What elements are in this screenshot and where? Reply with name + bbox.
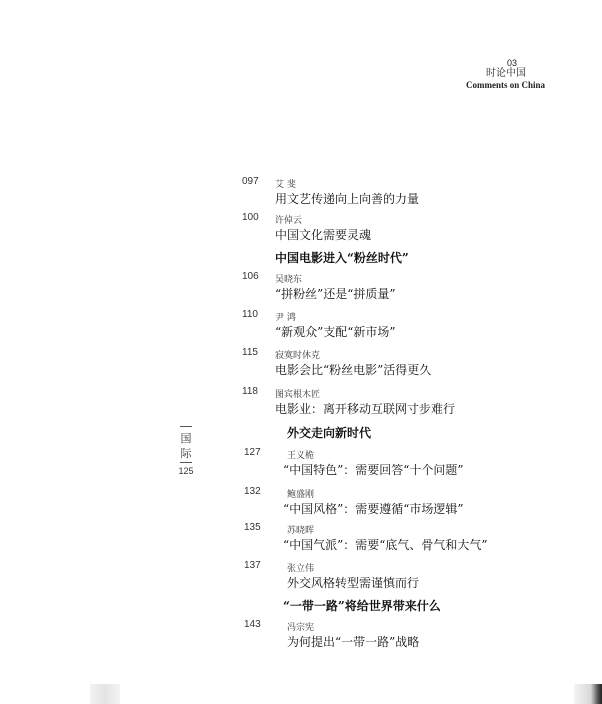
section-side-tab — [176, 426, 196, 486]
scan-shadow-right — [574, 684, 602, 704]
toc-author: 吴晓东 — [275, 275, 303, 285]
scan-shadow-left — [90, 684, 120, 704]
header-page-number: 03 — [506, 58, 517, 68]
toc-page-number: 115 — [242, 347, 258, 358]
side-tab-char-2: 际 — [180, 447, 192, 460]
toc-title[interactable]: 电影业：离开移动互联网寸步难行 — [275, 402, 456, 416]
toc-author: 冯宗宪 — [287, 623, 315, 633]
toc-author: 王义桅 — [287, 451, 315, 461]
header-column-title-en: Comments on China — [465, 80, 545, 90]
toc-section-heading[interactable]: “一带一路”将给世界带来什么 — [283, 599, 441, 613]
toc-page-number: 137 — [244, 560, 261, 571]
toc-title[interactable]: 为何提出“一带一路”战略 — [287, 635, 420, 649]
toc-section-heading[interactable]: 外交走向新时代 — [287, 426, 372, 440]
toc-page-number: 118 — [242, 386, 258, 397]
side-tab-bottom-rule — [180, 462, 192, 463]
toc-title[interactable]: “新观众”支配“新市场” — [275, 325, 396, 339]
toc-page-number: 097 — [242, 176, 259, 187]
side-tab-page-number: 125 — [178, 466, 194, 476]
toc-title[interactable]: “中国气派”：需要“底气、骨气和大气” — [283, 538, 488, 552]
toc-title[interactable]: 外交风格转型需谨慎而行 — [287, 576, 420, 590]
toc-author: 图宾根木匠 — [275, 390, 321, 400]
toc-author: 寂寞时休克 — [275, 351, 321, 361]
toc-page-number: 135 — [244, 522, 261, 533]
toc-page-number: 100 — [242, 212, 259, 223]
toc-author: 尹 鸿 — [275, 313, 296, 323]
toc-author: 许倬云 — [275, 216, 303, 226]
toc-page-number: 106 — [242, 271, 259, 282]
header-column-title-cn: 时论中国 — [486, 68, 526, 79]
toc-title[interactable]: 用文艺传递向上向善的力量 — [275, 192, 420, 206]
toc-title[interactable]: 电影会比“粉丝电影”活得更久 — [275, 363, 432, 377]
side-tab-char-1: 国 — [180, 432, 192, 445]
toc-author: 艾 斐 — [275, 180, 296, 190]
toc-title[interactable]: “中国特色”：需要回答“十个问题” — [283, 463, 464, 477]
toc-page-number: 127 — [244, 447, 261, 458]
toc-page-number: 143 — [244, 619, 261, 630]
toc-author: 鲍盛刚 — [287, 490, 315, 500]
toc-page-number: 132 — [244, 486, 261, 497]
toc-title[interactable]: 中国文化需要灵魂 — [275, 228, 372, 242]
side-tab-top-rule — [180, 426, 192, 427]
toc-author: 张立伟 — [287, 564, 315, 574]
toc-author: 苏晓晖 — [287, 526, 315, 536]
toc-title[interactable]: “中国风格”：需要遵循“市场逻辑” — [283, 502, 464, 516]
toc-title[interactable]: “拼粉丝”还是“拼质量” — [275, 287, 396, 301]
toc-section-heading[interactable]: 中国电影进入“粉丝时代” — [275, 251, 409, 265]
toc-page-number: 110 — [242, 309, 258, 320]
